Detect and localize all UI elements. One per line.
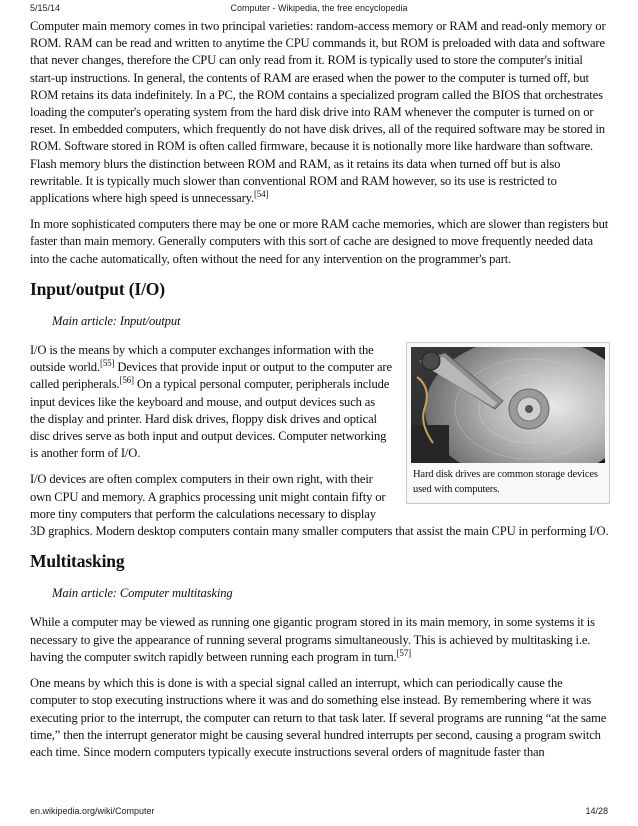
reference-57[interactable]: [57] bbox=[396, 647, 411, 658]
heading-input-output: Input/output (I/O) bbox=[30, 278, 165, 299]
hatnote-input-output[interactable]: Main article: Input/output bbox=[52, 313, 181, 328]
reference-54[interactable]: [54] bbox=[253, 189, 269, 200]
print-header bbox=[30, 3, 608, 17]
page-number: 14/28 bbox=[585, 806, 608, 816]
hard-disk-image[interactable] bbox=[411, 347, 605, 463]
print-url: en.wikipedia.org/wiki/Computer bbox=[30, 806, 155, 816]
reference-56[interactable]: [56] bbox=[119, 375, 134, 386]
figure-hard-disk bbox=[406, 342, 610, 504]
paragraph-io-1: I/O is the means by which a computer exchanges information with the outside world.[55] Devices that provide input or output to the computer are called peripherals.[56] On a typical personal computer, peripherals include input devices like the keyboard and mouse, and output devices such as the display and printer. Hard disk drives, floppy disk drives and optical disc drives serve as both input and output devices. Computer networking is another form of I/O. bbox=[30, 343, 392, 461]
paragraph-multitasking-2: One means by which this is done is with a special signal called an interrupt, which can periodically cause the computer to stop executing instructions where it was and do something else instead. By remembering where it was executing prior to the interrupt, the computer can return to that task later. If several programs are running “at the same time,” then the interrupt generator might be causing several hundred interrupts per second, causing a program switch each time. Since modern computers typically execute instructions several orders of magnitude faster than bbox=[30, 676, 607, 759]
paragraph-multitasking-1: While a computer may be viewed as running one gigantic program stored in its main memory, in some systems it is necessary to give the appearance of running several programs simultaneously. This is achieved by multitasking i.e. having the computer switch rapidly between running each program in turn.[57] bbox=[30, 615, 595, 664]
print-date: 5/15/14 bbox=[30, 3, 61, 13]
figure-caption: Hard disk drives are common storage devices used with computers. bbox=[413, 469, 598, 496]
paragraph-cache: In more sophisticated computers there may be one or more RAM cache memories, which are slower than registers but faster than main memory. Generally computers with this sort of cache are designed to move frequently needed data into the cache automatically, often without the need for any intervention on the programmer's part. bbox=[30, 217, 609, 266]
hatnote-multitasking[interactable]: Main article: Computer multitasking bbox=[52, 586, 233, 601]
hard-disk-drawing bbox=[411, 347, 605, 463]
article-content bbox=[30, 18, 610, 770]
heading-multitasking: Multitasking bbox=[30, 551, 125, 572]
paragraph-main-memory: Computer main memory comes in two principal varieties: random-access memory or RAM and read-only memory or ROM. RAM can be read and written to anytime the CPU commands it, but ROM is preloaded with data and software that never changes, therefore the CPU can only read from it. ROM is typically used to store the computer's initial start-up instructions. In general, the contents of RAM are erased when the power to the computer is turned off, but ROM retains its data indefinitely. In a PC, the ROM contains a specialized program called the BIOS that orchestrates loading the computer's operating system from the hard disk drive into RAM whenever the computer is turned on or reset. In embedded computers, which frequently do not have disk drives, all of the required software may be stored in ROM. Software stored in ROM is often called firmware, because it is notionally more like hardware than software. Flash memory blurs the distinction between ROM and RAM, as it retains its data when turned off but is also rewritable. It is typically much slower than conventional ROM and RAM however, so its use is restricted to applications where high speed is unnecessary.[54] bbox=[30, 19, 606, 206]
paragraph-io-2: I/O devices are often complex computers in their own right, with their own CPU and memory. A graphics processing unit might contain fifty or more tiny computers that perform the calculations necessary to display 3D graphics. Modern desktop computers contain many smaller computers that assist the main CPU in performing I/O. bbox=[30, 472, 609, 539]
print-title: Computer - Wikipedia, the free encyclopedia bbox=[230, 3, 408, 13]
print-footer bbox=[30, 806, 608, 820]
reference-55[interactable]: [55] bbox=[99, 358, 115, 369]
